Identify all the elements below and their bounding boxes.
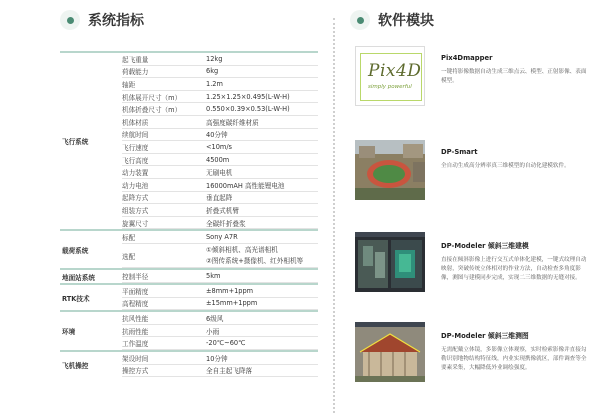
spec-row <box>122 244 318 269</box>
spec-table <box>60 51 318 377</box>
module-pix4d <box>355 46 595 108</box>
spec-row <box>122 337 318 350</box>
spec-group <box>60 229 318 268</box>
spec-key: 动力装置 <box>122 169 149 178</box>
spec-group-label: RTK技术 <box>62 294 90 303</box>
spec-key: 续航时间 <box>122 131 149 140</box>
spec-value: 5km <box>206 272 221 281</box>
mapping-software-screenshot <box>355 322 425 382</box>
module-title: DP-Modeler 倾斜三维建模 <box>441 242 529 250</box>
modeler-software-screenshot <box>355 232 425 292</box>
module-description: 全自动生成高分辨率真三维模型的自动化建模软件。 <box>441 163 570 169</box>
pix4d-logo-image <box>355 46 425 106</box>
spec-key: 平面精度 <box>122 287 149 296</box>
spec-group-label: 飞行系统 <box>62 138 89 147</box>
spec-row <box>122 66 318 79</box>
spec-row <box>122 53 318 66</box>
spec-key: 飞行速度 <box>122 143 149 152</box>
pix4d-logo-text: Pix4D <box>368 61 422 81</box>
spec-value: 高强度碳纤维材质 <box>206 118 259 127</box>
spec-row <box>122 231 318 244</box>
spec-key: 起飞重量 <box>122 55 149 64</box>
spec-row <box>122 352 318 365</box>
spec-row <box>122 91 318 104</box>
module-dp-modeler-mapping <box>355 322 595 384</box>
spec-value: <10m/s <box>206 142 232 151</box>
spec-row <box>122 141 318 154</box>
module-title: DP-Smart <box>441 148 478 156</box>
spec-section-title: 系统指标 <box>88 13 144 29</box>
module-section-header <box>350 10 434 30</box>
spec-value: 12kg <box>206 54 223 63</box>
spec-row <box>122 166 318 179</box>
spec-value: 全自主起飞降落 <box>206 367 253 376</box>
pix4d-tagline: simply powerful <box>368 84 412 90</box>
module-dp-modeler-modeling <box>355 232 595 294</box>
spec-key: 荷载能力 <box>122 68 149 77</box>
spec-value: 垂直起降 <box>206 194 233 203</box>
spec-key: 动力电池 <box>122 181 149 190</box>
spec-key: 工作温度 <box>122 340 149 349</box>
spec-key: 抗风性能 <box>122 314 149 323</box>
spec-row <box>122 298 318 311</box>
spec-row <box>122 154 318 167</box>
spec-value: 40分钟 <box>206 131 228 140</box>
spec-key: 机体材质 <box>122 118 149 127</box>
module-description: 直接在倾斜影像上进行交互式单体化建模，一键式纹理自动映射，突破传统立体相对的作业方法，自动检查多角度影像，测图与建模同步完成，实现二三维数据的无缝对接。 <box>441 257 587 281</box>
spec-key: 架设时间 <box>122 354 149 363</box>
spec-group-label: 地面站系统 <box>62 273 95 282</box>
module-dp-smart <box>355 140 595 202</box>
spec-row <box>122 325 318 338</box>
stadium-3d-model-image <box>355 140 425 200</box>
spec-key: 轴距 <box>122 80 136 89</box>
spec-row <box>122 103 318 116</box>
spec-value: 折叠式机臂 <box>206 206 239 215</box>
spec-column <box>60 0 318 413</box>
spec-group-label: 载荷系统 <box>62 246 89 255</box>
spec-key: 高程精度 <box>122 300 149 309</box>
module-description: 一键将影像数据自动生成三维点云、模型、正射影像、表面模型。 <box>441 69 587 84</box>
spec-key: 控制半径 <box>122 273 149 282</box>
spec-key: 旋翼尺寸 <box>122 219 149 228</box>
spec-row <box>122 116 318 129</box>
spec-row <box>122 192 318 205</box>
module-title: Pix4Dmapper <box>441 54 493 62</box>
module-description: 无需配戴立体镜，多影像立体观察，实时检索影像并直接勾勒识别地物结构特征线，内业实现携像就区，部件调查等全要素采集，大幅降低外业调绘强度。 <box>441 347 587 371</box>
section-bullet-icon <box>60 10 80 30</box>
spec-value: 6级风 <box>206 314 224 323</box>
spec-key: 组装方式 <box>122 206 149 215</box>
spec-value: 10分钟 <box>206 354 228 363</box>
spec-value: 4500m <box>206 155 230 164</box>
section-bullet-icon <box>350 10 370 30</box>
spec-row <box>122 217 318 230</box>
spec-section-header <box>60 10 144 30</box>
spec-value: 1.25×1.25×0.495(L-W-H) <box>206 92 290 101</box>
spec-value-line: ②图传系统+摄像机、红外相机等 <box>206 256 304 265</box>
spec-value: 0.550×0.39×0.53(L-W-H) <box>206 105 290 114</box>
spec-value: ±8mm+1ppm <box>206 286 254 295</box>
spec-group <box>60 268 318 283</box>
spec-key: 操控方式 <box>122 367 149 376</box>
spec-value: 1.2m <box>206 79 223 88</box>
spec-key: 机体展开尺寸（m） <box>122 93 182 102</box>
module-section-title: 软件模块 <box>378 13 434 29</box>
spec-row <box>122 270 318 283</box>
spec-group <box>60 350 318 377</box>
module-title: DP-Modeler 倾斜三维测图 <box>441 332 529 340</box>
spec-row <box>122 312 318 325</box>
spec-value: 小雨 <box>206 327 220 336</box>
spec-value: 6kg <box>206 67 219 76</box>
spec-key: 起降方式 <box>122 194 149 203</box>
module-column <box>350 0 600 413</box>
spec-group <box>60 310 318 350</box>
spec-group <box>60 51 318 229</box>
spec-row <box>122 285 318 298</box>
spec-row <box>122 78 318 91</box>
spec-row <box>122 179 318 192</box>
spec-value-line: ①倾斜相机、高光谱相机 <box>206 245 278 254</box>
spec-row <box>122 365 318 378</box>
spec-value: 全碳纤折叠浆 <box>206 219 246 228</box>
spec-group-label: 飞机操控 <box>62 361 89 370</box>
spec-row <box>122 204 318 217</box>
spec-value <box>206 245 303 267</box>
spec-key: 机体折叠尺寸（m） <box>122 106 182 115</box>
spec-value: 无刷电机 <box>206 169 233 178</box>
spec-value: -20℃~60℃ <box>206 339 246 348</box>
spec-key: 标配 <box>122 234 136 243</box>
spec-value: ±15mm+1ppm <box>206 299 258 308</box>
spec-key: 飞行高度 <box>122 156 149 165</box>
column-divider <box>333 18 335 413</box>
spec-key: 抗雨性能 <box>122 327 149 336</box>
spec-value: 16000mAH 高性能锂电池 <box>206 181 285 190</box>
spec-group-label: 环境 <box>62 328 76 337</box>
spec-row <box>122 129 318 142</box>
spec-key: 选配 <box>122 252 136 261</box>
spec-group <box>60 283 318 310</box>
spec-value: Sony A7R <box>206 233 238 242</box>
